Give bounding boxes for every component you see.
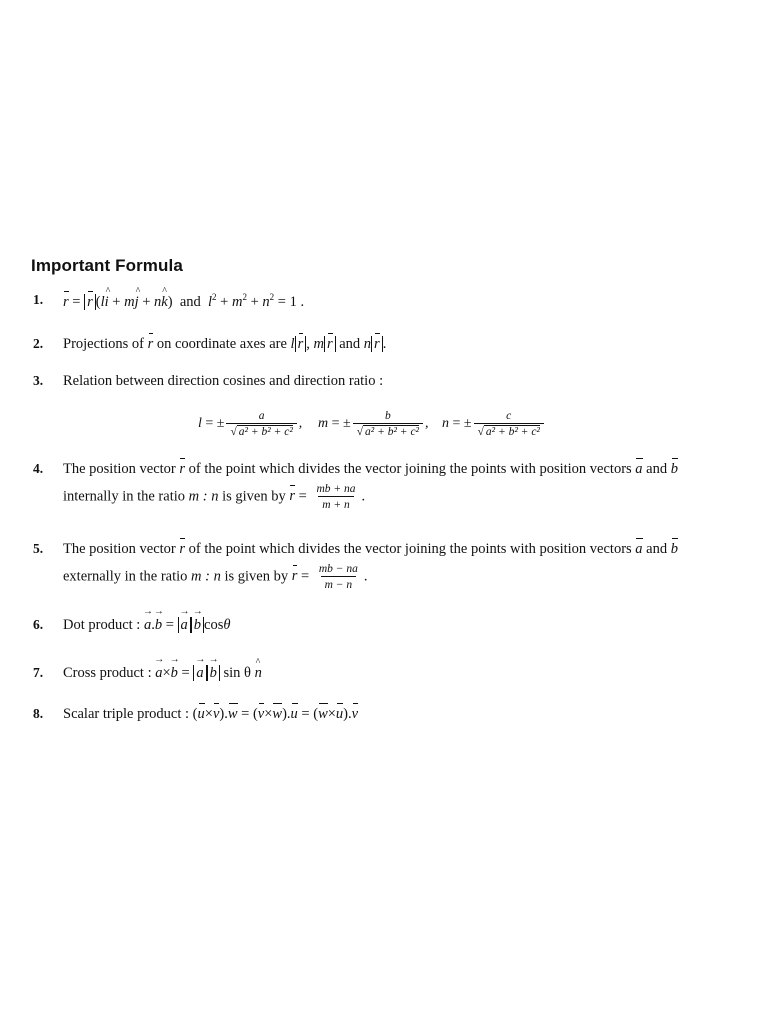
formula-3-text: Relation between direction cosines and direction ratio : xyxy=(63,373,384,389)
formula-5-line-2: externally in the ratio m : n is given by r = $\frac{mb - na}{m - n}$ . xyxy=(63,563,368,591)
cosine-n: n = ± $\frac{c}{\text{√ a² + b² + c²}}$ xyxy=(442,410,546,438)
formula-6: Dot product : → a.→ b = → a→ b cosθ xyxy=(63,617,230,634)
formula-4-line-2: internally in the ratio m : n is given by r = $\frac{mb + na}{m + n}$ . xyxy=(63,483,366,511)
item-number: 1. xyxy=(33,292,44,307)
formula-4-line-1: The position vector r of the point which divides the vector joining the points with position vectors a and b xyxy=(63,461,678,477)
cosine-m: m = ± $\frac{b}{\text{√ a² + b² + c²}}$ , xyxy=(318,410,429,438)
formula-8: Scalar triple product : (u×v).w = (v×w).u = (w×u).v xyxy=(63,706,359,722)
item-number: 6. xyxy=(33,617,44,632)
item-number: 8. xyxy=(33,706,44,721)
cosine-l: l = ± $\frac{a}{\text{√ a² + b² + c²}}$ , xyxy=(198,410,303,438)
item-number: 2. xyxy=(33,336,44,351)
formula-5-line-1: The position vector r of the point which divides the vector joining the points with position vectors a and b xyxy=(63,541,678,557)
item-number: 7. xyxy=(33,665,44,680)
item-number: 5. xyxy=(33,541,44,556)
page-title: Important Formula xyxy=(31,256,183,275)
formula-2: Projections of r on coordinate axes are l r , m r and n r . xyxy=(63,336,387,352)
formula-7: Cross product : → a×→ b = → a→ b sin θ ^ n xyxy=(63,665,262,682)
item-number: 3. xyxy=(33,373,44,388)
item-number: 4. xyxy=(33,461,44,476)
formula-1: r = r (l^ i + m^ j + n^ k) and $l^2 + m^2 + n^2 = 1$ . xyxy=(63,292,304,311)
